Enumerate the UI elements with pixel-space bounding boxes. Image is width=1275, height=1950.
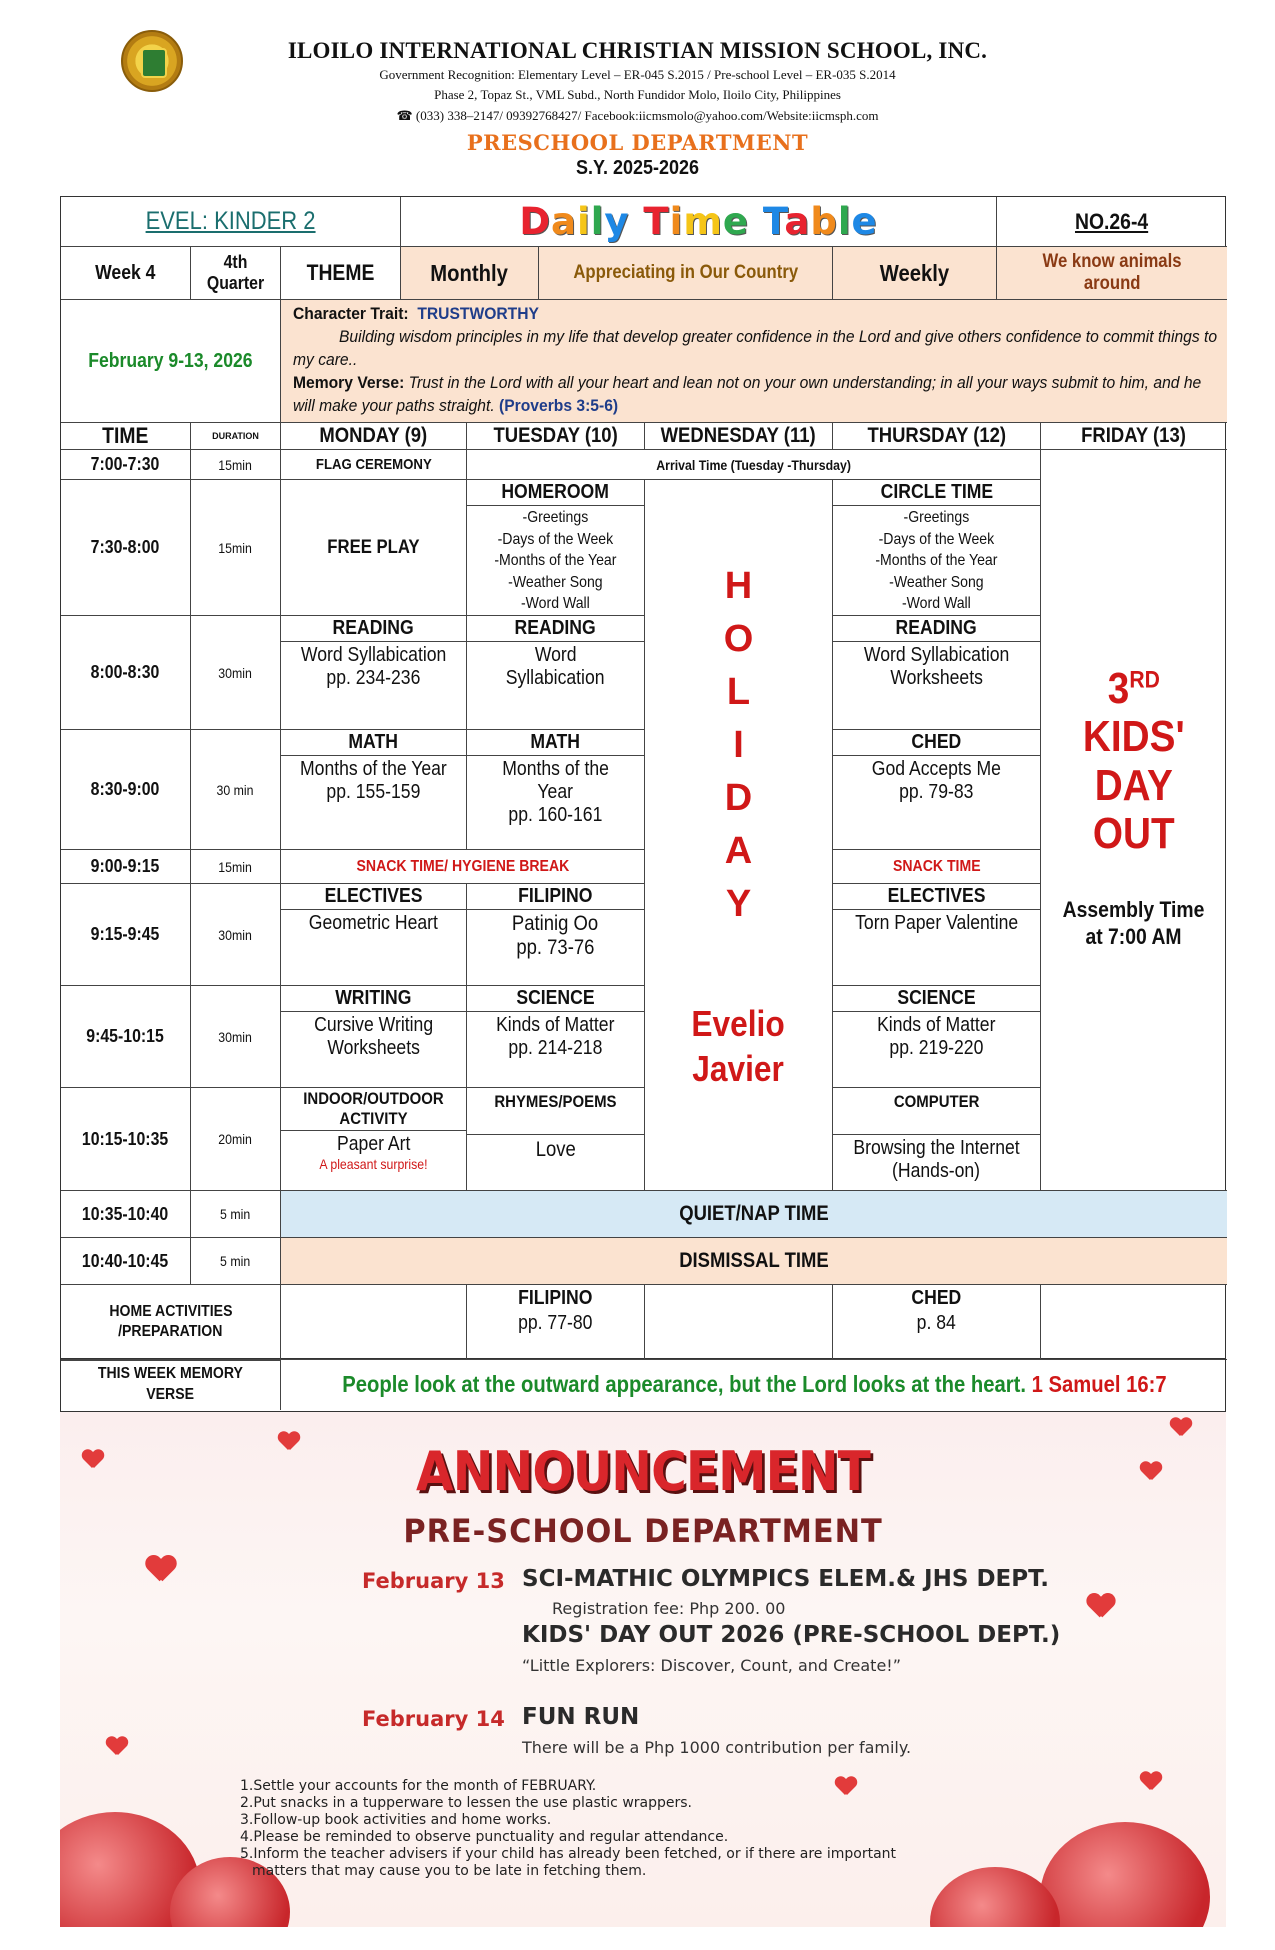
announcement-note: matters that may cause you to be late in fetching them.: [252, 1863, 647, 1880]
timetable-number: NO.26-4: [1075, 208, 1149, 234]
tue-rhymes-poems: RHYMES/POEMS Love: [467, 1088, 645, 1191]
title-letter: [630, 200, 644, 243]
announcement-note: 4.Please be reminded to observe punctuality and regular attendance.: [240, 1829, 729, 1846]
date-range: February 9-13, 2026: [88, 349, 253, 372]
kdo-line-3: DAY: [1094, 760, 1174, 810]
title-letter: D: [519, 200, 552, 243]
title-letter: e: [851, 200, 878, 243]
homeroom-item: -Weather Song: [508, 573, 603, 591]
holiday-letter: O: [723, 618, 754, 660]
event-3-date: February 14: [362, 1707, 505, 1731]
dismissal-time: DISMISSAL TIME: [281, 1238, 1227, 1285]
week-cell: [61, 247, 191, 300]
department-title: PRESCHOOL DEPARTMENT: [466, 130, 809, 155]
kdo-line-2: KIDS': [1083, 712, 1185, 762]
col-wednesday: WEDNESDAY (11): [645, 423, 833, 450]
school-name: ILOILO INTERNATIONAL CHRISTIAN MISSION SCHOOL, INC.: [287, 38, 988, 63]
heart-icon: [1170, 1418, 1192, 1438]
homeroom-item: -Days of the Week: [878, 530, 995, 548]
title-letter: y: [604, 200, 630, 243]
dur-r6: 30min: [191, 884, 281, 986]
time-r3: 8:00-8:30: [61, 616, 191, 730]
level-label: EVEL: KINDER 2: [145, 207, 316, 235]
dur-r8: 20min: [191, 1088, 281, 1191]
snack-hygiene-break: SNACK TIME/ HYGIENE BREAK: [281, 850, 645, 884]
title-letter: l: [837, 200, 852, 243]
weekly-theme-line-1: We know animals: [1042, 251, 1182, 273]
home-monday: [281, 1285, 467, 1360]
assembly-line-2: at 7:00 AM: [1085, 923, 1183, 949]
time-r5: 9:00-9:15: [61, 850, 191, 884]
quarter-line-1: 4th: [223, 252, 248, 273]
theme-label-cell: [281, 247, 401, 300]
event-3-title: FUN RUN: [522, 1704, 640, 1730]
title-letter: a: [784, 200, 811, 243]
weekly-label: Weekly: [879, 259, 950, 286]
title-letter: T: [762, 200, 785, 243]
col-thursday: THURSDAY (12): [833, 423, 1041, 450]
memory-verse-label: Memory Verse:: [293, 373, 405, 393]
homeroom-item: -Months of the Year: [875, 552, 998, 570]
homeroom-item: -Greetings: [903, 509, 970, 526]
date-cell: [61, 300, 281, 423]
mon-flag-ceremony: FLAG CEREMONY: [281, 450, 467, 480]
tue-reading: READING Word Syllabication: [467, 616, 645, 730]
recognition-line: Government Recognition: Elementary Level – ER-045 S.2015 / Pre-school Level – ER-035 S.2014: [379, 67, 896, 82]
event-1-detail: Registration fee: Php 200. 00: [552, 1599, 786, 1618]
time-r1: 7:00-7:30: [61, 450, 191, 480]
trait-text: Building wisdom principles in my life that develop greater confidence in the Lord and give others confidence to commit things to my care..: [293, 327, 1218, 370]
holiday-letter: D: [724, 777, 753, 819]
memory-verse-ref: (Proverbs 3:5-6): [499, 396, 619, 416]
memory-verse-text: Trust in the Lord with all your heart and lean not on your own understanding; in all your ways submit to him, and he will make your paths straight.: [293, 373, 1202, 416]
holiday-letter: A: [724, 830, 753, 872]
mon-free-play: FREE PLAY: [281, 480, 467, 616]
event-2-title: KIDS' DAY OUT 2026 (PRE-SCHOOL DEPT.): [522, 1622, 1061, 1648]
col-duration: DURATION: [191, 423, 281, 450]
event-1-date: February 13: [362, 1569, 505, 1593]
friday-kids-day-out: [1041, 450, 1227, 1191]
character-trait-label: Character Trait:: [293, 304, 409, 323]
thu-ched: CHED God Accepts Me pp. 79-83: [833, 730, 1041, 850]
announcement-note: 5.Inform the teacher advisers if your child has already been fetched, or if there are important: [240, 1846, 897, 1863]
event-2-detail: “Little Explorers: Discover, Count, and Create!”: [522, 1656, 901, 1675]
title-letter: l: [590, 200, 605, 243]
dur-r7: 30min: [191, 986, 281, 1088]
holiday-letter: L: [726, 671, 751, 713]
holiday-name-2: Javier: [692, 1048, 785, 1090]
address-line: Phase 2, Topaz St., VML Subd., North Fundidor Molo, Iloilo City, Philippines: [434, 87, 841, 102]
monthly-theme-cell: [539, 247, 833, 300]
mon-indoor-outdoor: INDOOR/OUTDOOR ACTIVITY Paper Art A pleasant surprise!: [281, 1088, 467, 1191]
school-header: [0, 30, 1275, 215]
title-letter: m: [683, 200, 723, 243]
wednesday-holiday: [645, 480, 833, 1191]
tue-filipino: FILIPINO Patinig Oo pp. 73-76: [467, 884, 645, 986]
homeroom-item: -Greetings: [522, 509, 589, 526]
week-label: Week 4: [95, 261, 156, 284]
mon-reading: READING Word Syllabication pp. 234-236: [281, 616, 467, 730]
tue-math: MATH Months of the Year pp. 160-161: [467, 730, 645, 850]
home-tuesday: FILIPINO pp. 77-80: [467, 1285, 645, 1360]
character-trait: TRUSTWORTHY: [417, 304, 539, 323]
dur-r3: 30min: [191, 616, 281, 730]
col-tuesday: TUESDAY (10): [467, 423, 645, 450]
title-letter: [749, 200, 763, 243]
mon-electives: ELECTIVES Geometric Heart: [281, 884, 467, 986]
homeroom-item: -Months of the Year: [494, 552, 617, 570]
announcement-note: 2.Put snacks in a tupperware to lessen the use plastic wrappers.: [240, 1795, 692, 1812]
kdo-line-4: OUT: [1093, 809, 1175, 859]
title-letter: i: [577, 200, 591, 243]
home-activities-label: HOME ACTIVITIES /PREPARATION: [61, 1285, 281, 1360]
thu-circle-time: CIRCLE TIME -Greetings -Days of the Week -Months of the Year -Weather Song -Word Wall: [833, 480, 1041, 616]
tue-science: SCIENCE Kinds of Matter pp. 214-218: [467, 986, 645, 1088]
theme-label: THEME: [306, 260, 375, 285]
thu-computer: COMPUTER Browsing the Internet (Hands-on): [833, 1088, 1041, 1191]
announcement-subtitle: PRE-SCHOOL DEPARTMENT: [403, 1512, 883, 1550]
announcement-note: 3.Follow-up book activities and home works.: [240, 1812, 552, 1829]
time-r2: 7:30-8:00: [61, 480, 191, 616]
time-r4: 8:30-9:00: [61, 730, 191, 850]
week-verse-text: People look at the outward appearance, but the Lord looks at the heart.: [341, 1371, 1026, 1397]
dur-r5: 15min: [191, 850, 281, 884]
contact-line: ☎ (033) 338–2147/ 09392768427/ Facebook:iicmsmolo@yahoo.com/Website:iicmsph.com: [396, 108, 879, 123]
homeroom-item: -Word Wall: [902, 595, 971, 613]
time-r9: 10:35-10:40: [61, 1191, 191, 1238]
home-wednesday: [645, 1285, 833, 1360]
thu-snack-time: SNACK TIME: [833, 850, 1041, 884]
homeroom-item: -Weather Song: [889, 573, 984, 591]
dur-r1: 15min: [191, 450, 281, 480]
weekly-label-cell: [833, 247, 997, 300]
heart-icon: [106, 1737, 128, 1757]
heart-icon: [82, 1450, 104, 1470]
holiday-letter: I: [733, 724, 744, 766]
weekly-theme-line-2: around: [1083, 273, 1141, 294]
holiday-letter: H: [724, 565, 753, 607]
time-r7: 9:45-10:15: [61, 986, 191, 1088]
school-year: S.Y. 2025-2026: [575, 157, 700, 179]
homeroom-item: -Days of the Week: [497, 530, 614, 548]
number-cell: [997, 197, 1227, 247]
announcement-note: 1.Settle your accounts for the month of FEBRUARY.: [240, 1778, 597, 1794]
monthly-theme: Appreciating in Our Country: [573, 262, 798, 283]
event-1-title: SCI-MATHIC OLYMPICS ELEM.& JHS DEPT.: [522, 1566, 1050, 1592]
kdo-ordinal: 3RD: [1107, 664, 1161, 713]
monthly-label: Monthly: [430, 259, 509, 286]
time-r10: 10:40-10:45: [61, 1238, 191, 1285]
title-cell: [401, 197, 997, 247]
thu-reading: READING Word Syllabication Worksheets: [833, 616, 1041, 730]
title-letter: b: [810, 200, 838, 243]
home-friday: [1041, 1285, 1227, 1360]
quiet-nap-time: QUIET/NAP TIME: [281, 1191, 1227, 1238]
dur-r2: 15min: [191, 480, 281, 616]
holiday-letter: Y: [725, 883, 752, 925]
dur-r4: 30 min: [191, 730, 281, 850]
dur-r10: 5 min: [191, 1238, 281, 1285]
holiday-name-1: Evelio: [691, 1003, 786, 1044]
col-friday: FRIDAY (13): [1041, 423, 1227, 450]
heart-icon: [146, 1556, 177, 1584]
title-letter: i: [669, 200, 684, 243]
announcement-title: ANNOUNCEMENT: [416, 1440, 870, 1503]
mon-math: MATH Months of the Year pp. 155-159: [281, 730, 467, 850]
heart-icon: [1087, 1594, 1116, 1620]
announcement-notes: [240, 1778, 1170, 1880]
col-monday: MONDAY (9): [281, 423, 467, 450]
home-thursday: CHED p. 84: [833, 1285, 1041, 1360]
daily-time-table: [60, 196, 1226, 1359]
level-cell: [61, 197, 401, 247]
dur-r9: 5 min: [191, 1191, 281, 1238]
assembly-line-1: Assembly Time: [1063, 896, 1205, 922]
title-letter: e: [722, 200, 750, 243]
tue-homeroom: HOMEROOM -Greetings -Days of the Week -Months of the Year -Weather Song -Word Wall: [467, 480, 645, 616]
holiday-label: [724, 560, 754, 931]
arrival-time: Arrival Time (Tuesday -Thursday): [467, 450, 1041, 480]
title-letter: T: [643, 200, 670, 243]
memory-verse-row: [60, 1359, 1226, 1412]
memory-verse-label-cell: THIS WEEK MEMORY VERSE: [61, 1359, 281, 1410]
thu-science: SCIENCE Kinds of Matter pp. 219-220: [833, 986, 1041, 1088]
thu-electives: ELECTIVES Torn Paper Valentine: [833, 884, 1041, 986]
title-letter: a: [551, 200, 578, 243]
col-time: TIME: [61, 423, 191, 450]
time-r8: 10:15-10:35: [61, 1088, 191, 1191]
monthly-label-cell: [401, 247, 539, 300]
weekly-theme-cell: [997, 247, 1227, 300]
event-3-detail: There will be a Php 1000 contribution per family.: [522, 1738, 912, 1757]
week-verse-ref: 1 Samuel 16:7: [1031, 1371, 1167, 1397]
quarter-cell: [191, 247, 281, 300]
homeroom-item: -Word Wall: [521, 595, 590, 613]
quarter-line-2: Quarter: [206, 273, 265, 293]
announcement-poster: [60, 1412, 1226, 1927]
daily-time-table-title: [519, 200, 877, 243]
character-trait-cell: [281, 300, 1227, 423]
mon-writing: WRITING Cursive Writing Worksheets: [281, 986, 467, 1088]
time-r6: 9:15-9:45: [61, 884, 191, 986]
memory-verse-text-cell: [281, 1359, 1227, 1410]
